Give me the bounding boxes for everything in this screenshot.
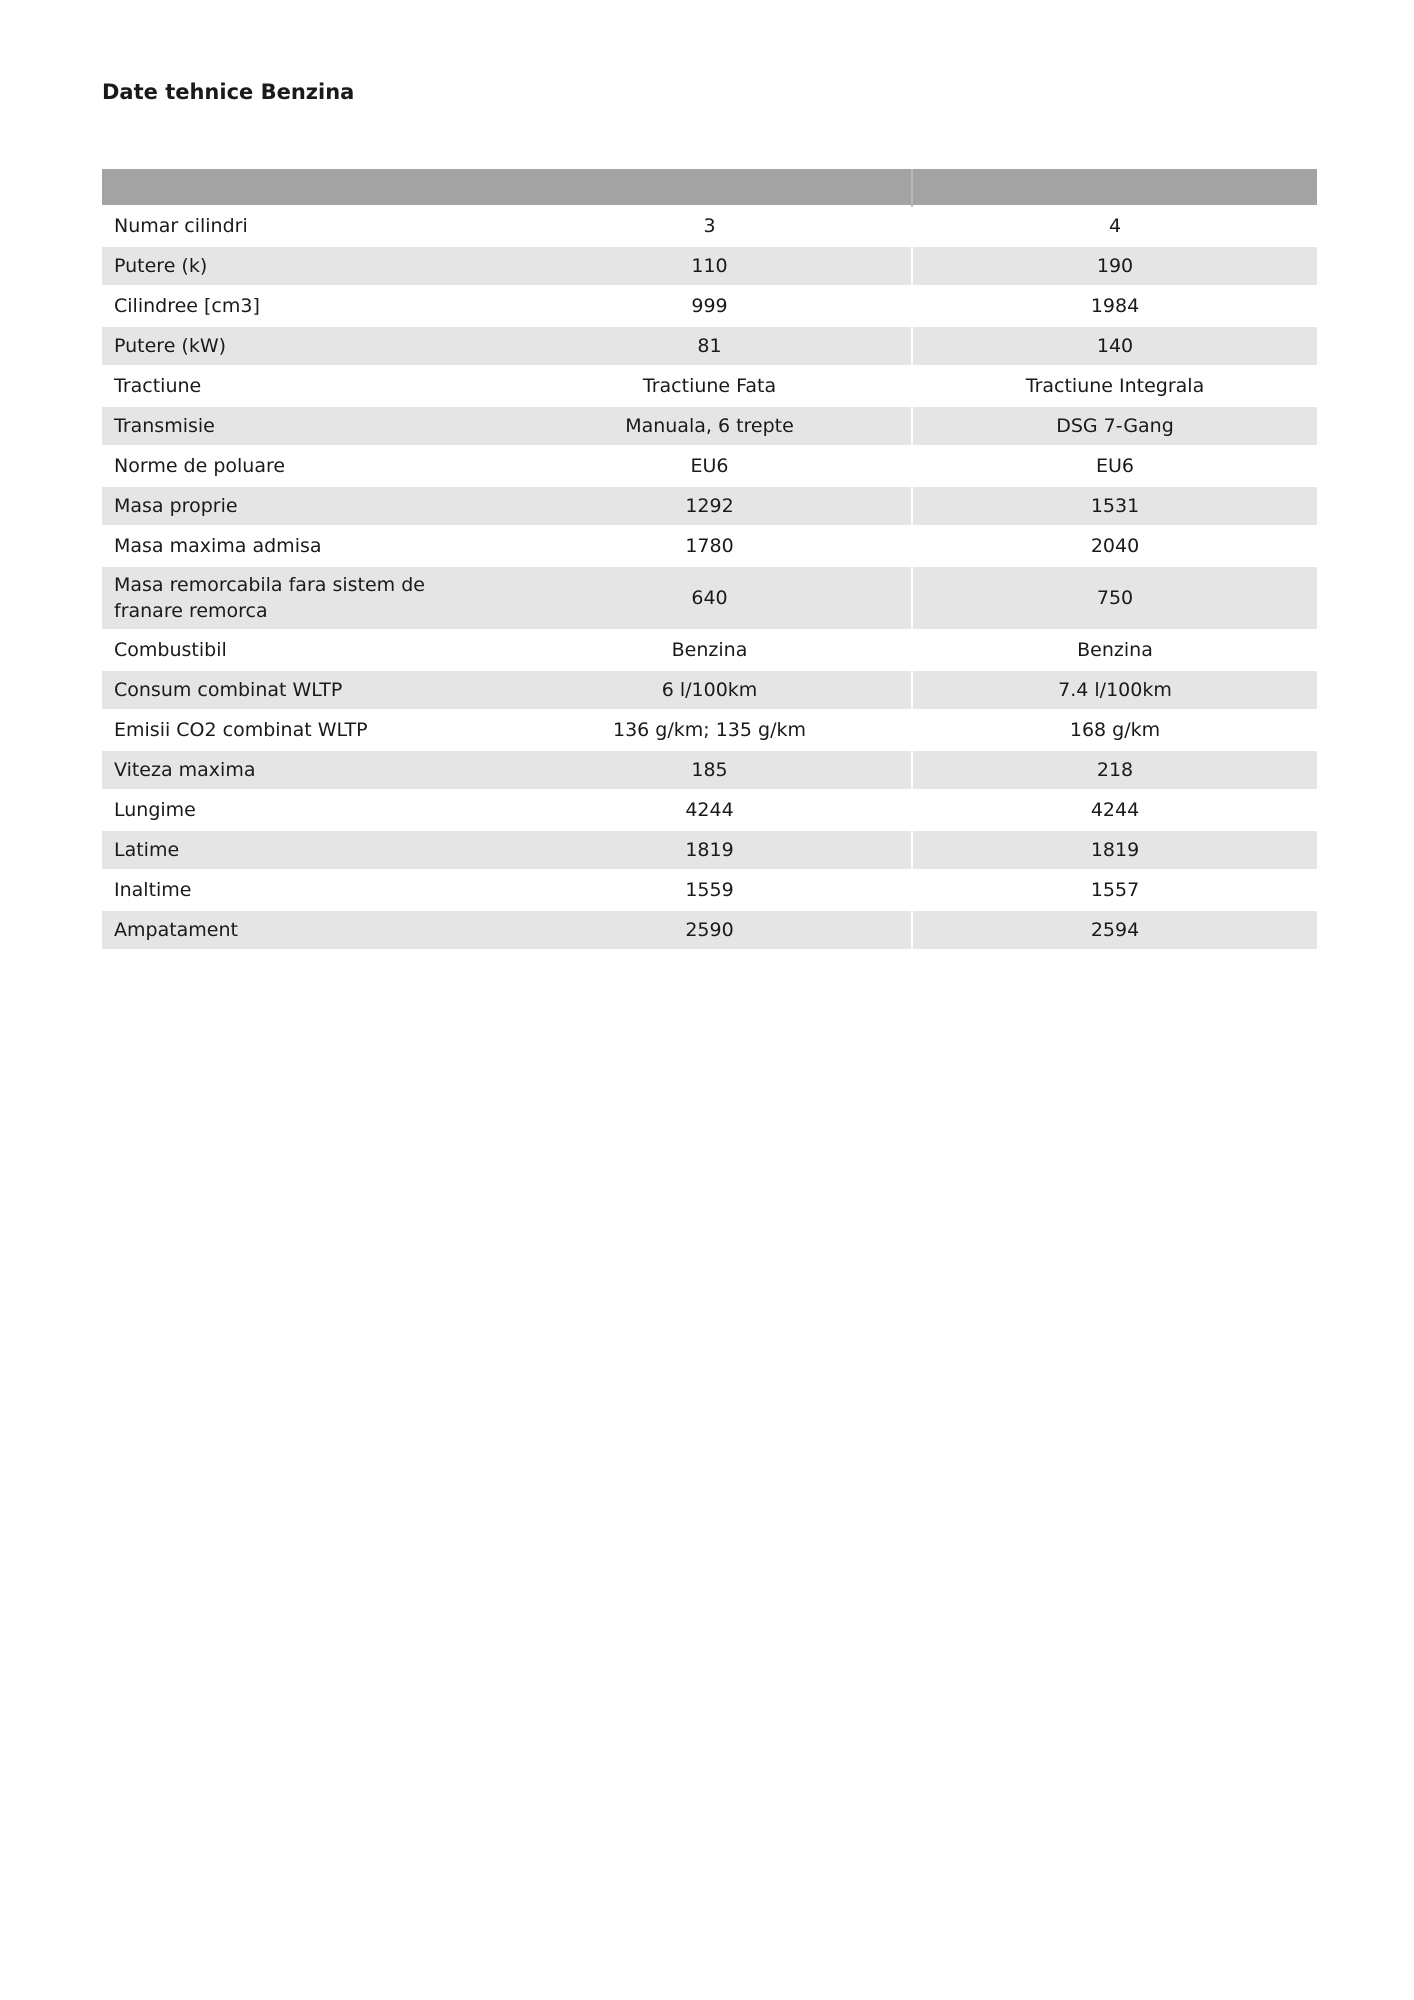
row-value-1: Tractiune Fata <box>508 366 912 406</box>
row-value-1: 3 <box>508 206 912 246</box>
row-value-2: 218 <box>912 750 1317 790</box>
table-header-row <box>102 169 1317 206</box>
row-value-2: 4244 <box>912 790 1317 830</box>
row-value-1: 1819 <box>508 830 912 870</box>
table-row <box>102 630 1317 670</box>
table-row <box>102 406 1317 446</box>
table-row <box>102 206 1317 246</box>
row-label: Numar cilindri <box>102 206 508 246</box>
table-row <box>102 670 1317 710</box>
table-row <box>102 870 1317 910</box>
row-value-1: 640 <box>508 566 912 630</box>
row-value-1: 110 <box>508 246 912 286</box>
row-value-2: 168 g/km <box>912 710 1317 750</box>
row-value-2: 1531 <box>912 486 1317 526</box>
row-value-2: DSG 7-Gang <box>912 406 1317 446</box>
table-row <box>102 790 1317 830</box>
table-row <box>102 486 1317 526</box>
table-header-cell-right <box>912 169 1317 206</box>
spec-table <box>102 169 1317 949</box>
row-value-1: 4244 <box>508 790 912 830</box>
row-label: Lungime <box>102 790 508 830</box>
row-label: Masa remorcabila fara sistem de franare remorca <box>102 566 508 630</box>
row-label: Combustibil <box>102 630 508 670</box>
row-label: Consum combinat WLTP <box>102 670 508 710</box>
row-label: Masa maxima admisa <box>102 526 508 566</box>
row-label: Transmisie <box>102 406 508 446</box>
row-value-1: 185 <box>508 750 912 790</box>
row-value-2: 1557 <box>912 870 1317 910</box>
row-label: Masa proprie <box>102 486 508 526</box>
row-value-2: 1819 <box>912 830 1317 870</box>
row-label: Putere (kW) <box>102 326 508 366</box>
table-row <box>102 286 1317 326</box>
row-value-2: 750 <box>912 566 1317 630</box>
row-label: Latime <box>102 830 508 870</box>
table-row <box>102 526 1317 566</box>
row-value-2: 7.4 l/100km <box>912 670 1317 710</box>
row-label: Emisii CO2 combinat WLTP <box>102 710 508 750</box>
row-label: Norme de poluare <box>102 446 508 486</box>
row-label: Inaltime <box>102 870 508 910</box>
table-row <box>102 326 1317 366</box>
row-value-1: 1559 <box>508 870 912 910</box>
row-value-1: 136 g/km; 135 g/km <box>508 710 912 750</box>
table-header-cell-left <box>102 169 912 206</box>
row-value-2: EU6 <box>912 446 1317 486</box>
table-row <box>102 710 1317 750</box>
row-label: Cilindree [cm3] <box>102 286 508 326</box>
table-row <box>102 750 1317 790</box>
row-label: Putere (k) <box>102 246 508 286</box>
table-row <box>102 910 1317 949</box>
row-value-2: Benzina <box>912 630 1317 670</box>
table-row <box>102 446 1317 486</box>
row-value-1: EU6 <box>508 446 912 486</box>
row-value-1: 999 <box>508 286 912 326</box>
row-value-2: 4 <box>912 206 1317 246</box>
row-label: Tractiune <box>102 366 508 406</box>
row-value-2: 140 <box>912 326 1317 366</box>
table-row <box>102 566 1317 630</box>
row-value-1: Manuala, 6 trepte <box>508 406 912 446</box>
row-label: Viteza maxima <box>102 750 508 790</box>
row-value-2: 2040 <box>912 526 1317 566</box>
table-row <box>102 830 1317 870</box>
row-value-2: 2594 <box>912 910 1317 949</box>
row-value-1: Benzina <box>508 630 912 670</box>
row-value-2: 1984 <box>912 286 1317 326</box>
row-value-1: 6 l/100km <box>508 670 912 710</box>
row-value-2: Tractiune Integrala <box>912 366 1317 406</box>
row-value-1: 81 <box>508 326 912 366</box>
page-title: Date tehnice Benzina <box>102 80 355 104</box>
row-value-1: 1292 <box>508 486 912 526</box>
row-value-1: 1780 <box>508 526 912 566</box>
table-row <box>102 246 1317 286</box>
row-value-2: 190 <box>912 246 1317 286</box>
row-label: Ampatament <box>102 910 508 949</box>
row-value-1: 2590 <box>508 910 912 949</box>
table-row <box>102 366 1317 406</box>
